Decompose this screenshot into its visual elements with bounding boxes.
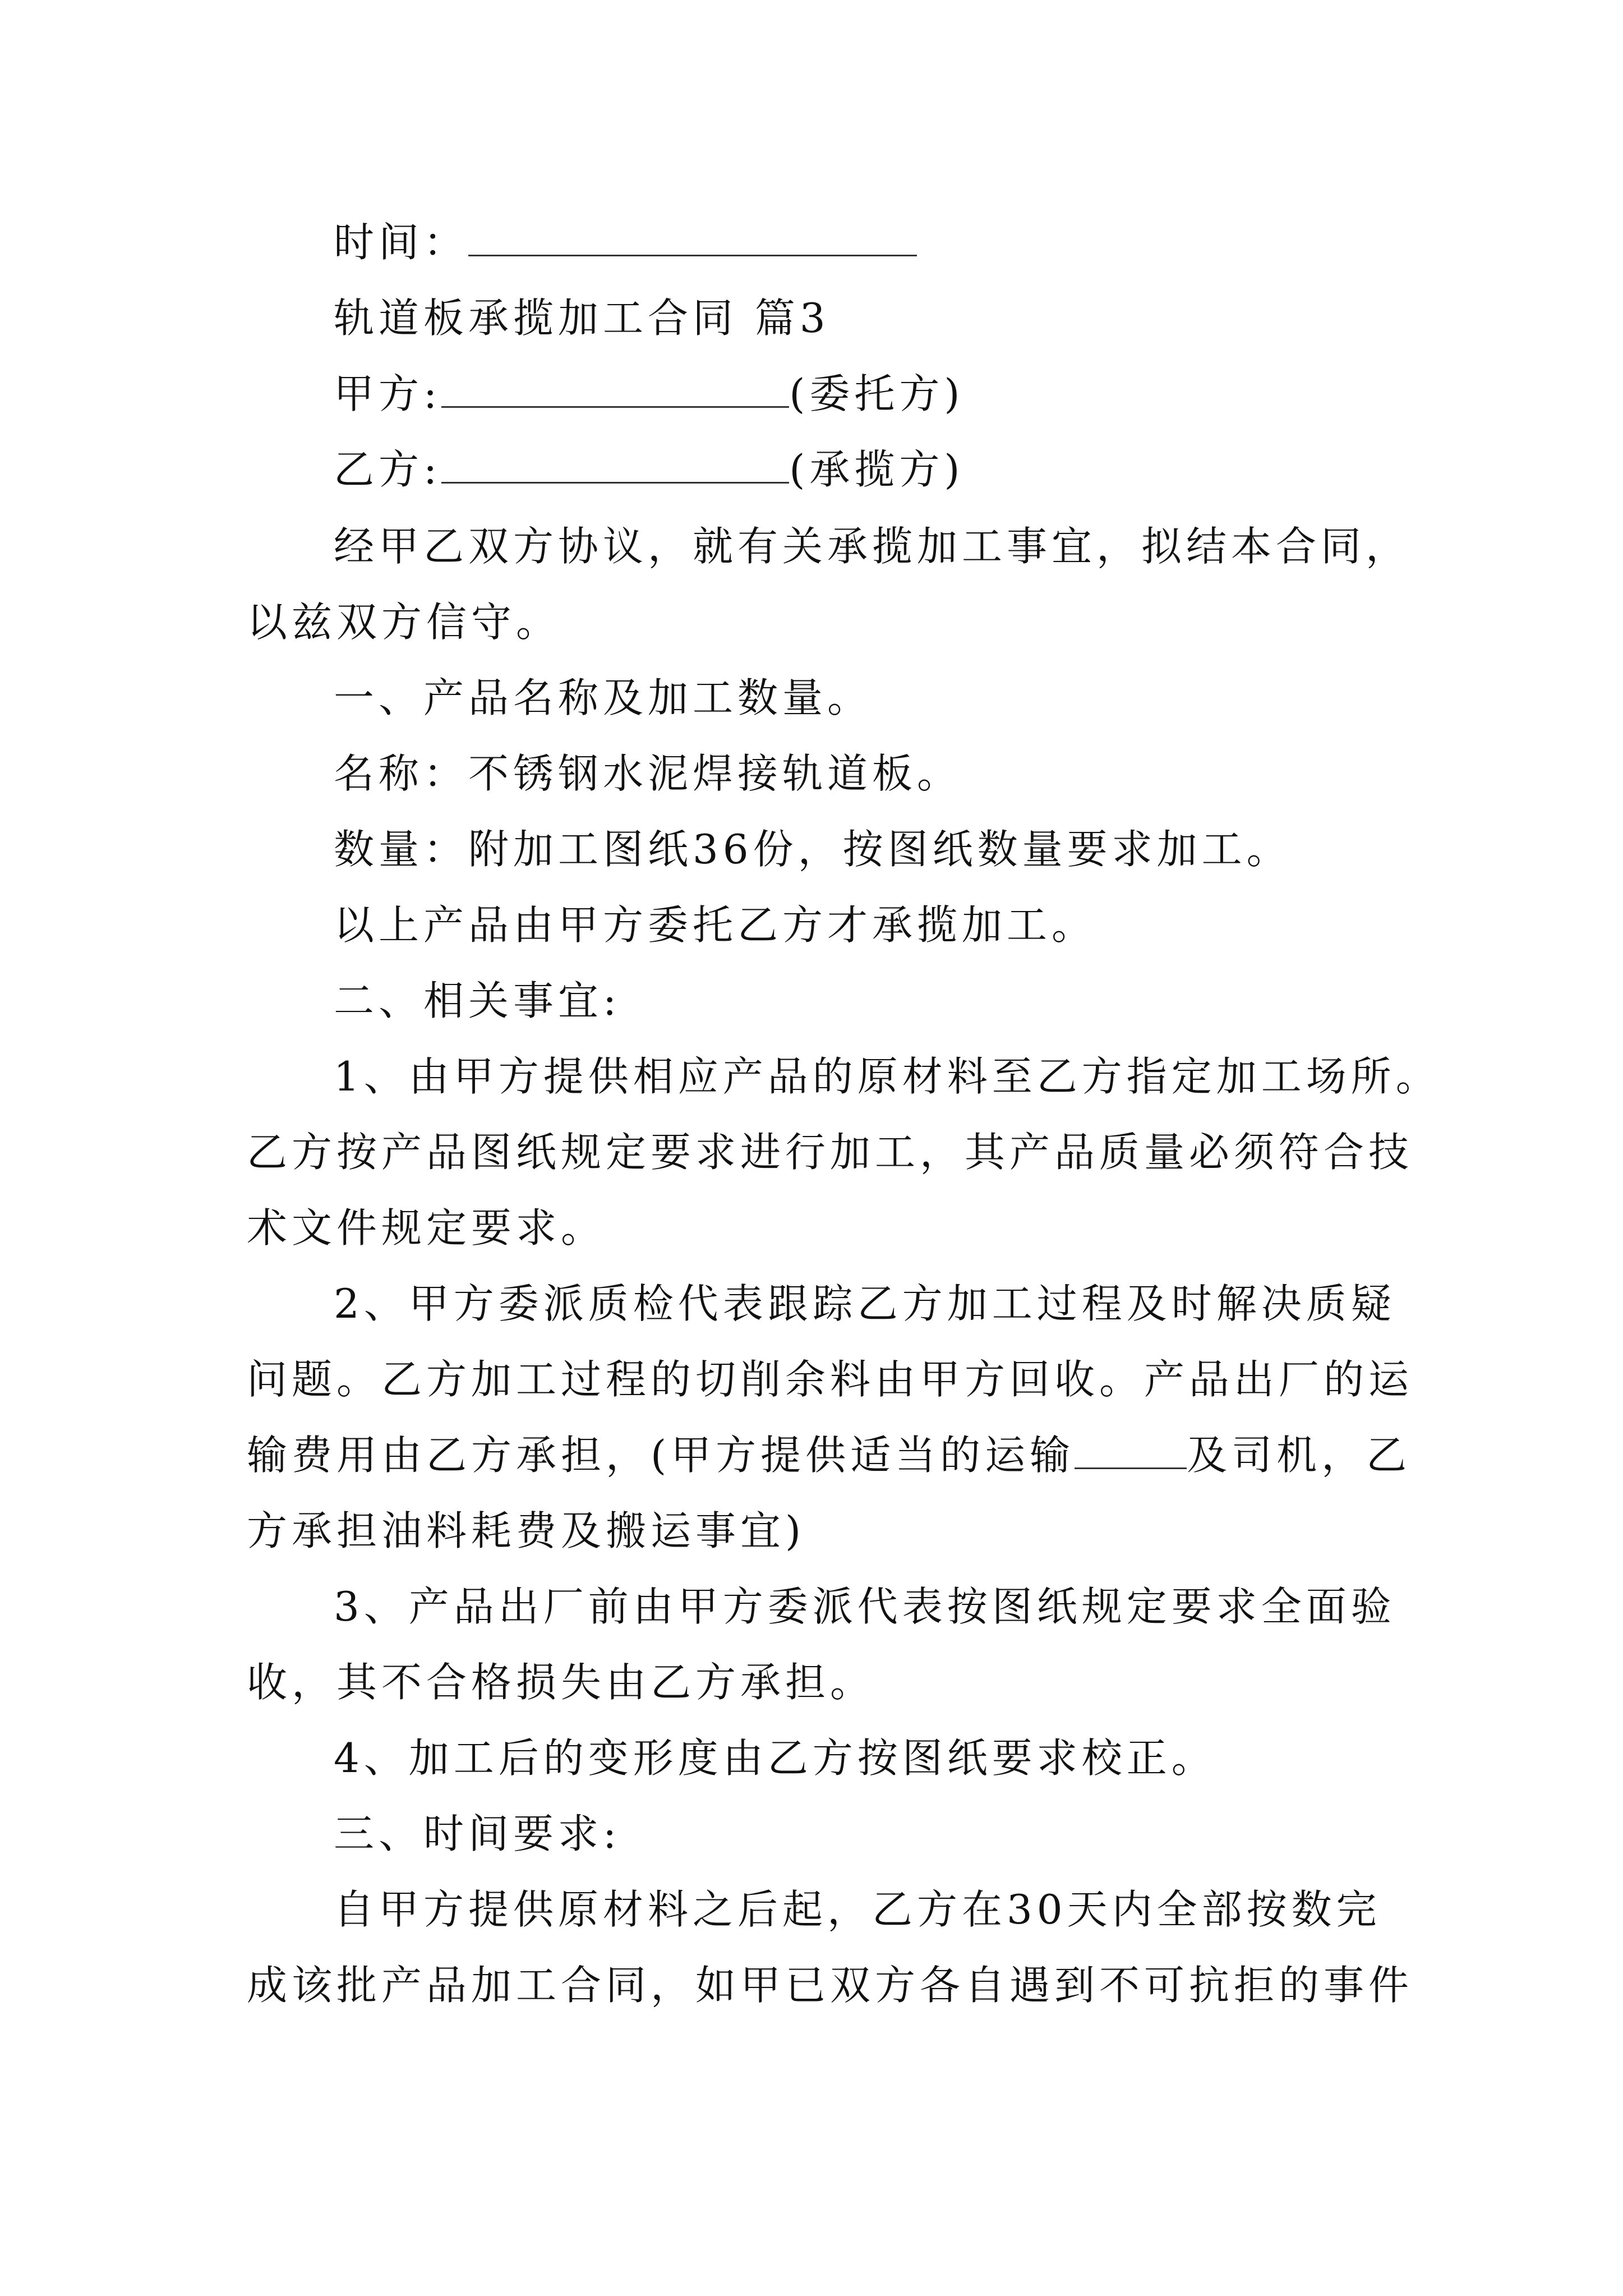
section-3-line-1: 自甲方提供原材料之后起，乙方在30天内全部按数完 bbox=[334, 1886, 1381, 1933]
item-1-line-3: 术文件规定要求。 bbox=[247, 1204, 606, 1251]
section-3-heading: 三、时间要求: bbox=[334, 1810, 621, 1857]
section-2-heading: 二、相关事宜: bbox=[334, 977, 621, 1024]
section-1-heading: 一、产品名称及加工数量。 bbox=[334, 674, 873, 721]
party-a-line bbox=[334, 369, 1380, 419]
party-b-blank bbox=[441, 447, 789, 484]
time-label: 时间： bbox=[334, 219, 469, 266]
intro-line-2: 以兹双方信守。 bbox=[247, 599, 561, 646]
intro-line-1: 经甲乙双方协议，就有关承揽加工事宜，拟结本合同， bbox=[334, 523, 1411, 570]
party-a-blank bbox=[441, 371, 789, 408]
item-2-line-1: 2、甲方委派质检代表跟踪乙方加工过程及时解决质疑 bbox=[334, 1280, 1396, 1327]
vehicle-blank bbox=[1075, 1433, 1187, 1469]
item-2-line-2: 问题。乙方加工过程的切削余料由甲方回收。产品出厂的运 bbox=[247, 1356, 1414, 1403]
item-2-line-3 bbox=[247, 1430, 1412, 1480]
party-a-role: (委托方) bbox=[789, 370, 965, 417]
item-1-line-1: 1、由甲方提供相应产品的原材料至乙方指定加工场所。 bbox=[334, 1053, 1441, 1100]
party-b-label: 乙方: bbox=[334, 446, 442, 493]
item-3-line-2: 收，其不合格损失由乙方承担。 bbox=[247, 1659, 875, 1706]
item-3-line-1: 3、产品出厂前由甲方委派代表按图纸规定要求全面验 bbox=[334, 1583, 1396, 1630]
time-blank bbox=[468, 220, 917, 256]
item-2-line-4: 方承担油料耗费及搬运事宜) bbox=[247, 1507, 806, 1554]
product-note-line: 以上产品由甲方委托乙方才承揽加工。 bbox=[334, 901, 1097, 949]
product-quantity-line: 数量：附加工图纸36份，按图纸数量要求加工。 bbox=[334, 826, 1292, 873]
party-b-line bbox=[334, 444, 1380, 495]
item-2-line-3-start: 输费用由乙方承担，(甲方提供适当的运输 bbox=[247, 1432, 1075, 1479]
party-b-role: (承揽方) bbox=[789, 446, 965, 493]
item-1-line-2: 乙方按产品图纸规定要求进行加工，其产品质量必须符合技 bbox=[247, 1129, 1414, 1176]
section-3-line-2: 成该批产品加工合同，如甲已双方各自遇到不可抗拒的事件 bbox=[247, 1962, 1414, 2009]
document-title: 轨道板承揽加工合同 篇3 bbox=[334, 295, 830, 342]
party-a-label: 甲方: bbox=[334, 370, 442, 417]
item-2-line-3-end: 及司机，乙 bbox=[1187, 1432, 1412, 1479]
product-name-line: 名称：不锈钢水泥焊接轨道板。 bbox=[334, 750, 962, 797]
time-line bbox=[334, 217, 1380, 268]
item-4-line: 4、加工后的变形度由乙方按图纸要求校正。 bbox=[334, 1734, 1216, 1782]
